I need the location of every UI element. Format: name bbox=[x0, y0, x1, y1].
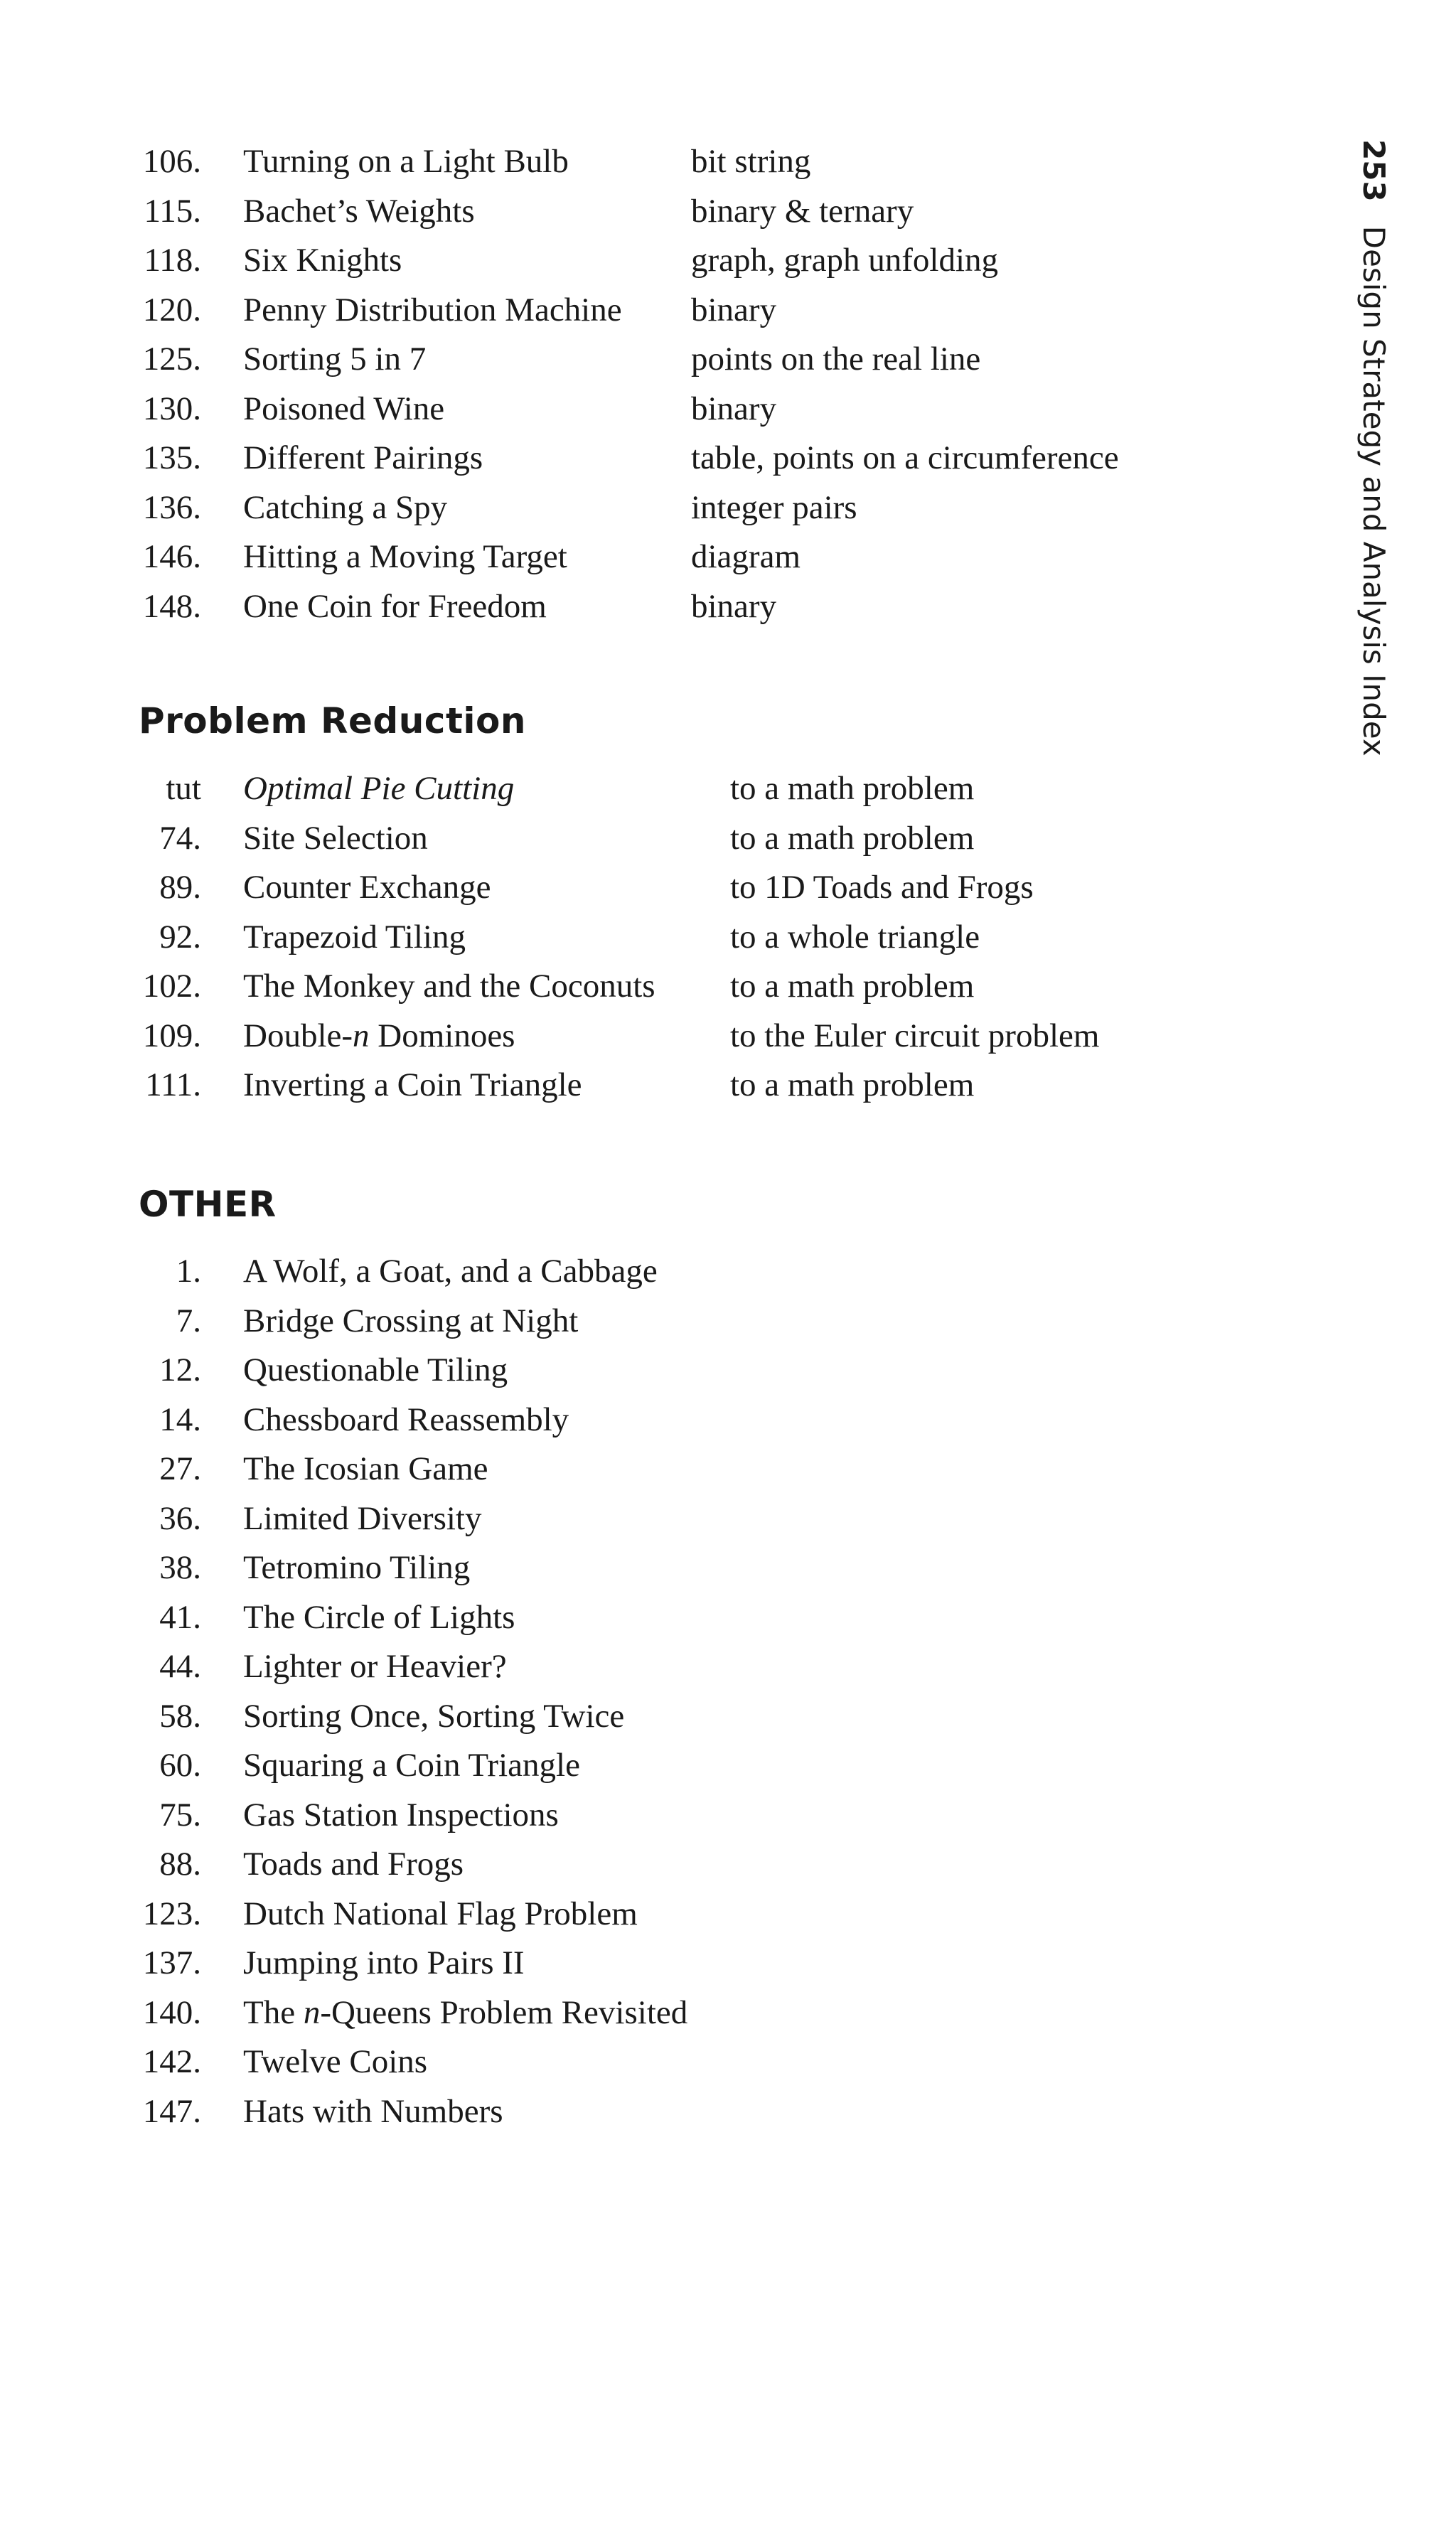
entry-number: 75. bbox=[159, 1796, 201, 1833]
entry-number: 136. bbox=[142, 488, 201, 526]
entry-title: Site Selection bbox=[243, 819, 428, 857]
entry-title: Poisoned Wine bbox=[243, 390, 445, 427]
entry-number: 7. bbox=[176, 1302, 201, 1339]
entry-title: Trapezoid Tiling bbox=[243, 918, 466, 955]
entry-title: Catching a Spy bbox=[243, 488, 448, 526]
entry-number: 142. bbox=[142, 2043, 201, 2080]
entry-title-italic: n bbox=[353, 1017, 370, 1054]
running-head bbox=[1355, 139, 1392, 756]
entry-number: 135. bbox=[142, 439, 201, 476]
entry-number: 111. bbox=[145, 1066, 201, 1103]
entry-title: Questionable Tiling bbox=[243, 1351, 508, 1388]
entry-number: 147. bbox=[142, 2092, 201, 2130]
entry-number: 1. bbox=[176, 1253, 201, 1290]
entry-title: The Circle of Lights bbox=[243, 1598, 515, 1636]
entry-note: to a math problem bbox=[730, 968, 975, 1005]
entry-title-part: Double- bbox=[243, 1017, 353, 1054]
entry-number: 58. bbox=[159, 1697, 201, 1735]
entry-number: 36. bbox=[159, 1499, 201, 1537]
entry-number: 41. bbox=[159, 1598, 201, 1636]
entry-title: Bridge Crossing at Night bbox=[243, 1302, 579, 1339]
entry-title: Counter Exchange bbox=[243, 869, 491, 906]
entry-note: to the Euler circuit problem bbox=[730, 1017, 1100, 1054]
entry-note: to a math problem bbox=[730, 819, 975, 857]
entry-title-part: Dominoes bbox=[369, 1017, 515, 1054]
page-number: 253 bbox=[1356, 139, 1391, 202]
section-heading-other: OTHER bbox=[139, 1184, 277, 1225]
entry-note: to a whole triangle bbox=[730, 918, 980, 955]
entry-title: Six Knights bbox=[243, 242, 402, 279]
entry-number: 109. bbox=[142, 1017, 201, 1054]
entry-number: 106. bbox=[142, 143, 201, 180]
entry-note: points on the real line bbox=[691, 341, 981, 378]
entry-title bbox=[243, 1988, 687, 2038]
entry-number: 74. bbox=[159, 819, 201, 857]
entry-number: 102. bbox=[142, 968, 201, 1005]
entry-number: 44. bbox=[159, 1648, 201, 1685]
entry-title: One Coin for Freedom bbox=[243, 587, 547, 625]
running-head-title: Design Strategy and Analysis Index bbox=[1356, 225, 1391, 756]
entry-number: 140. bbox=[142, 1993, 201, 2031]
entry-number: 130. bbox=[142, 390, 201, 427]
entry-title: Tetromino Tiling bbox=[243, 1549, 471, 1586]
entry-title: Gas Station Inspections bbox=[243, 1796, 559, 1833]
entry-title: Twelve Coins bbox=[243, 2043, 428, 2080]
entry-title-part: -Queens Problem Revisited bbox=[320, 1993, 688, 2031]
entry-title: The Monkey and the Coconuts bbox=[243, 968, 655, 1005]
entry-number: 89. bbox=[159, 869, 201, 906]
entry-title: A Wolf, a Goat, and a Cabbage bbox=[243, 1253, 658, 1290]
entry-title: Sorting Once, Sorting Twice bbox=[243, 1697, 625, 1735]
entry-title: Bachet’s Weights bbox=[243, 192, 475, 230]
entry-title: Dutch National Flag Problem bbox=[243, 1895, 638, 1932]
entry-title: The Icosian Game bbox=[243, 1450, 488, 1487]
entry-note: to a math problem bbox=[730, 770, 975, 807]
entry-note: binary bbox=[691, 291, 777, 328]
entry-number: 123. bbox=[142, 1895, 201, 1932]
entry-note: table, points on a circumference bbox=[691, 439, 1119, 476]
entry-note: bit string bbox=[691, 143, 811, 180]
entry-title: Chessboard Reassembly bbox=[243, 1401, 569, 1438]
entry-title: Lighter or Heavier? bbox=[243, 1648, 507, 1685]
entry-title: Squaring a Coin Triangle bbox=[243, 1747, 580, 1784]
entry-title-part: The bbox=[243, 1993, 304, 2031]
entry-title: Toads and Frogs bbox=[243, 1846, 464, 1883]
entry-note: diagram bbox=[691, 538, 801, 575]
entry-number: 60. bbox=[159, 1747, 201, 1784]
section-heading-problem-reduction: Problem Reduction bbox=[139, 700, 526, 742]
entry-title: Sorting 5 in 7 bbox=[243, 341, 427, 378]
entry-number: 118. bbox=[144, 242, 201, 279]
entry-title-italic: n bbox=[303, 1993, 321, 2031]
entry-title: Hitting a Moving Target bbox=[243, 538, 567, 575]
entry-note: to 1D Toads and Frogs bbox=[730, 869, 1034, 906]
entry-number: tut bbox=[166, 770, 201, 807]
entry-number: 27. bbox=[159, 1450, 201, 1487]
entry-title: Jumping into Pairs II bbox=[243, 1944, 525, 1981]
entry-title bbox=[243, 764, 514, 814]
entry-title: Limited Diversity bbox=[243, 1499, 482, 1537]
entry-title: Penny Distribution Machine bbox=[243, 291, 622, 328]
entry-number: 148. bbox=[142, 587, 201, 625]
entry-note: to a math problem bbox=[730, 1066, 975, 1103]
entry-number: 137. bbox=[142, 1944, 201, 1981]
entry-number: 38. bbox=[159, 1549, 201, 1586]
entry-note: integer pairs bbox=[691, 488, 857, 526]
entry-number: 88. bbox=[159, 1846, 201, 1883]
entry-note: binary bbox=[691, 587, 777, 625]
entry-note: binary & ternary bbox=[691, 192, 914, 230]
entry-title: Different Pairings bbox=[243, 439, 483, 476]
entry-title bbox=[243, 1012, 515, 1061]
entry-number: 146. bbox=[142, 538, 201, 575]
entry-number: 14. bbox=[159, 1401, 201, 1438]
entry-number: 92. bbox=[159, 918, 201, 955]
entry-title: Turning on a Light Bulb bbox=[243, 143, 569, 180]
entry-title: Hats with Numbers bbox=[243, 2092, 503, 2130]
entry-note: graph, graph unfolding bbox=[691, 242, 999, 279]
entry-number: 120. bbox=[142, 291, 201, 328]
entry-number: 115. bbox=[144, 192, 201, 230]
entry-number: 12. bbox=[159, 1351, 201, 1388]
entry-note: binary bbox=[691, 390, 777, 427]
entry-title: Inverting a Coin Triangle bbox=[243, 1066, 582, 1103]
entry-title-italic: Optimal Pie Cutting bbox=[243, 770, 515, 807]
entry-number: 125. bbox=[142, 341, 201, 378]
